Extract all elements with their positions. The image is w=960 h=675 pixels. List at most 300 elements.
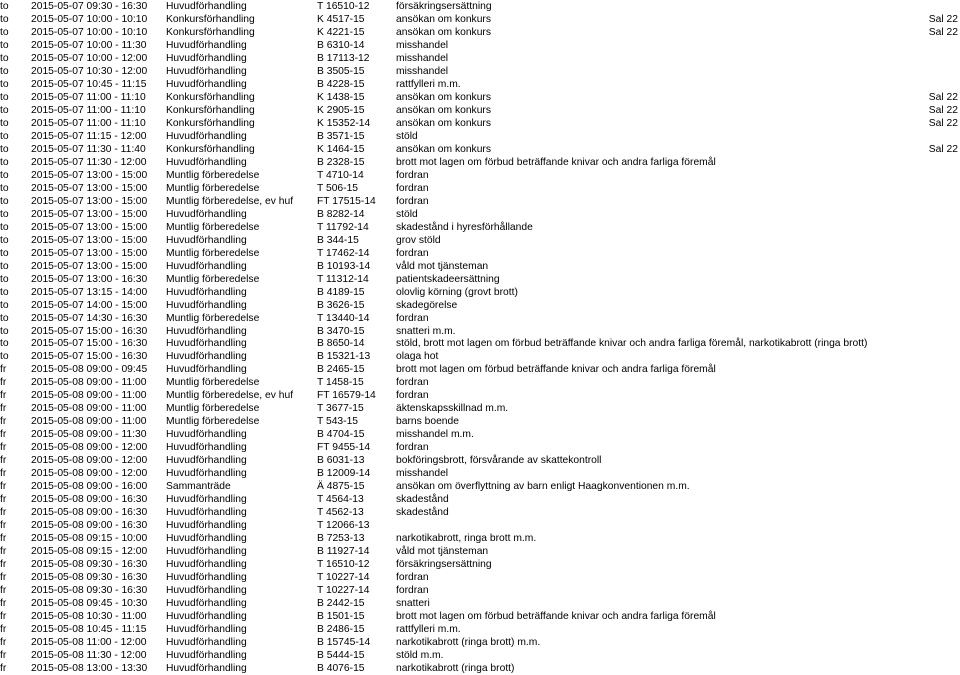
case-number-cell: B 11927-14: [317, 546, 370, 558]
hearing-type-cell: Huvudförhandling: [166, 507, 247, 519]
case-number-cell: B 6310-14: [317, 39, 365, 51]
datetime-cell: 2015-05-08 09:30 - 16:30: [31, 585, 148, 597]
hearing-type-cell: Huvudförhandling: [166, 351, 247, 363]
weekday-cell: fr: [0, 377, 7, 389]
hearing-type-cell: Huvudförhandling: [166, 208, 247, 220]
datetime-cell: 2015-05-07 10:00 - 10:10: [31, 13, 148, 25]
weekday-cell: fr: [0, 533, 7, 545]
schedule-row: [0, 182, 960, 195]
matter-cell: äktenskapsskillnad m.m.: [396, 403, 509, 415]
matter-cell: skadestånd i hyresförhållande: [396, 221, 533, 233]
weekday-cell: to: [0, 286, 9, 298]
weekday-cell: fr: [0, 611, 7, 623]
hearing-type-cell: Huvudförhandling: [166, 429, 247, 441]
datetime-cell: 2015-05-07 13:15 - 14:00: [31, 286, 148, 298]
matter-cell: våld mot tjänsteman: [396, 546, 489, 558]
matter-cell: våld mot tjänsteman: [396, 260, 489, 272]
datetime-cell: 2015-05-07 13:00 - 15:00: [31, 260, 148, 272]
datetime-cell: 2015-05-07 11:15 - 12:00: [31, 130, 147, 142]
weekday-cell: fr: [0, 650, 7, 661]
datetime-cell: 2015-05-08 09:00 - 16:00: [31, 481, 148, 493]
matter-cell: ansökan om konkurs: [396, 26, 492, 38]
case-number-cell: B 4076-15: [317, 662, 365, 674]
schedule-row: [0, 195, 960, 208]
weekday-cell: to: [0, 26, 9, 38]
weekday-cell: to: [0, 312, 9, 324]
hearing-type-cell: Huvudförhandling: [166, 637, 247, 649]
schedule-row: [0, 610, 960, 623]
weekday-cell: to: [0, 117, 9, 129]
case-number-cell: K 15352-14: [317, 117, 371, 129]
case-number-cell: B 1501-15: [317, 611, 365, 623]
case-number-cell: T 11792-14: [317, 221, 369, 233]
case-number-cell: B 4704-15: [317, 429, 365, 441]
case-number-cell: B 6031-13: [317, 455, 365, 467]
matter-cell: stöld: [396, 208, 418, 220]
hearing-type-cell: Konkursförhandling: [166, 143, 255, 155]
schedule-row: [0, 273, 960, 286]
datetime-cell: 2015-05-08 13:00 - 13:30: [31, 662, 148, 674]
schedule-row: [0, 350, 960, 363]
matter-cell: ansökan om konkurs: [396, 117, 492, 129]
datetime-cell: 2015-05-07 15:00 - 16:30: [31, 325, 148, 337]
matter-cell: ansökan om konkurs: [396, 13, 492, 25]
weekday-cell: fr: [0, 468, 7, 480]
weekday-cell: fr: [0, 520, 7, 532]
case-number-cell: T 4564-13: [317, 494, 364, 506]
datetime-cell: 2015-05-08 11:30 - 12:00: [31, 650, 147, 661]
matter-cell: försäkringsersättning: [396, 1, 492, 12]
case-number-cell: K 4221-15: [317, 26, 365, 38]
schedule-row: [0, 558, 960, 571]
hearing-type-cell: Huvudförhandling: [166, 325, 247, 337]
matter-cell: stöld: [396, 130, 418, 142]
schedule-row: [0, 286, 960, 299]
matter-cell: barns boende: [396, 416, 459, 428]
case-number-cell: B 344-15: [317, 234, 359, 246]
datetime-cell: 2015-05-08 09:30 - 16:30: [31, 559, 148, 571]
datetime-cell: 2015-05-07 13:00 - 16:30: [31, 273, 148, 285]
weekday-cell: to: [0, 143, 9, 155]
datetime-cell: 2015-05-08 09:00 - 12:00: [31, 455, 148, 467]
matter-cell: brott mot lagen om förbud beträffande knivar och andra farliga föremål: [396, 364, 716, 376]
case-number-cell: B 15321-13: [317, 351, 371, 363]
schedule-row: [0, 247, 960, 260]
weekday-cell: to: [0, 338, 9, 350]
schedule-row: [0, 519, 960, 532]
weekday-cell: to: [0, 104, 9, 116]
schedule-row: [0, 13, 960, 26]
matter-cell: narkotikabrott (ringa brott): [396, 662, 515, 674]
case-number-cell: T 10227-14: [317, 585, 370, 597]
datetime-cell: 2015-05-07 13:00 - 15:00: [31, 169, 148, 181]
schedule-row: [0, 65, 960, 78]
hearing-type-cell: Huvudförhandling: [166, 65, 247, 77]
weekday-cell: fr: [0, 662, 7, 674]
datetime-cell: 2015-05-07 13:00 - 15:00: [31, 221, 148, 233]
weekday-cell: to: [0, 78, 9, 90]
hearing-type-cell: Huvudförhandling: [166, 546, 247, 558]
schedule-row: [0, 480, 960, 493]
hearing-type-cell: Huvudförhandling: [166, 572, 247, 584]
weekday-cell: to: [0, 351, 9, 363]
datetime-cell: 2015-05-07 10:30 - 12:00: [31, 65, 148, 77]
case-number-cell: B 2442-15: [317, 598, 365, 610]
weekday-cell: to: [0, 156, 9, 168]
schedule-row: [0, 143, 960, 156]
datetime-cell: 2015-05-07 15:00 - 16:30: [31, 351, 148, 363]
schedule-row: [0, 234, 960, 247]
schedule-row: [0, 441, 960, 454]
hearing-type-cell: Muntlig förberedelse: [166, 169, 260, 181]
case-number-cell: B 3626-15: [317, 299, 365, 311]
hearing-type-cell: Huvudförhandling: [166, 1, 247, 12]
matter-cell: brott mot lagen om förbud beträffande knivar och andra farliga föremål: [396, 156, 716, 168]
schedule-row: [0, 532, 960, 545]
datetime-cell: 2015-05-07 11:30 - 12:00: [31, 156, 147, 168]
weekday-cell: to: [0, 52, 9, 64]
schedule-row: [0, 337, 960, 350]
weekday-cell: fr: [0, 416, 7, 428]
weekday-cell: fr: [0, 598, 7, 610]
weekday-cell: fr: [0, 390, 7, 402]
schedule-row: [0, 649, 960, 662]
weekday-cell: to: [0, 260, 9, 272]
case-number-cell: T 506-15: [317, 182, 359, 194]
weekday-cell: to: [0, 221, 9, 233]
schedule-row: [0, 467, 960, 480]
schedule-row: [0, 91, 960, 104]
weekday-cell: to: [0, 169, 9, 181]
case-number-cell: K 2905-15: [317, 104, 365, 116]
hearing-type-cell: Huvudförhandling: [166, 442, 247, 454]
hearing-type-cell: Huvudförhandling: [166, 468, 247, 480]
schedule-row: [0, 363, 960, 376]
matter-cell: fordran: [396, 169, 429, 181]
matter-cell: misshandel m.m.: [396, 429, 474, 441]
courtroom-cell: Sal 22: [928, 143, 958, 155]
matter-cell: stöld m.m.: [396, 650, 444, 661]
case-number-cell: B 8282-14: [317, 208, 365, 220]
datetime-cell: 2015-05-07 11:00 - 11:10: [31, 91, 146, 103]
datetime-cell: 2015-05-07 10:00 - 10:10: [31, 26, 148, 38]
hearing-type-cell: Muntlig förberedelse: [166, 403, 260, 415]
hearing-type-cell: Huvudförhandling: [166, 662, 247, 674]
hearing-type-cell: Muntlig förberedelse: [166, 312, 260, 324]
schedule-row: [0, 506, 960, 519]
hearing-type-cell: Huvudförhandling: [166, 299, 247, 311]
matter-cell: fordran: [396, 585, 429, 597]
case-number-cell: B 17113-12: [317, 52, 370, 64]
matter-cell: olaga hot: [396, 351, 439, 363]
datetime-cell: 2015-05-07 11:00 - 11:10: [31, 104, 146, 116]
case-number-cell: T 17462-14: [317, 247, 370, 259]
schedule-row: [0, 39, 960, 52]
case-number-cell: T 16510-12: [317, 1, 370, 12]
matter-cell: ansökan om konkurs: [396, 91, 492, 103]
weekday-cell: fr: [0, 637, 7, 649]
weekday-cell: fr: [0, 442, 7, 454]
hearing-type-cell: Huvudförhandling: [166, 650, 247, 661]
matter-cell: skadestånd: [396, 494, 449, 506]
hearing-type-cell: Huvudförhandling: [166, 585, 247, 597]
hearing-type-cell: Huvudförhandling: [166, 559, 247, 571]
case-number-cell: K 4517-15: [317, 13, 365, 25]
matter-cell: ansökan om konkurs: [396, 104, 492, 116]
case-number-cell: Ä 4875-15: [317, 481, 365, 493]
matter-cell: narkotikabrott, ringa brott m.m.: [396, 533, 537, 545]
weekday-cell: to: [0, 13, 9, 25]
weekday-cell: fr: [0, 585, 7, 597]
matter-cell: brott mot lagen om förbud beträffande knivar och andra farliga föremål: [396, 611, 716, 623]
schedule-row: [0, 312, 960, 325]
case-number-cell: FT 16579-14: [317, 390, 376, 402]
case-number-cell: B 3571-15: [317, 130, 365, 142]
hearing-type-cell: Huvudförhandling: [166, 130, 247, 142]
case-number-cell: FT 17515-14: [317, 195, 376, 207]
weekday-cell: to: [0, 195, 9, 207]
matter-cell: fordran: [396, 182, 429, 194]
case-number-cell: K 1464-15: [317, 143, 365, 155]
hearing-type-cell: Huvudförhandling: [166, 611, 247, 623]
datetime-cell: 2015-05-08 09:00 - 11:00: [31, 390, 147, 402]
hearing-type-cell: Huvudförhandling: [166, 338, 247, 350]
hearing-type-cell: Huvudförhandling: [166, 533, 247, 545]
schedule-row: [0, 130, 960, 143]
datetime-cell: 2015-05-08 09:00 - 11:00: [31, 403, 147, 415]
weekday-cell: to: [0, 39, 9, 51]
matter-cell: fordran: [396, 247, 429, 259]
courtroom-cell: Sal 22: [928, 13, 958, 25]
schedule-row: [0, 52, 960, 65]
matter-cell: fordran: [396, 195, 429, 207]
hearing-type-cell: Muntlig förberedelse: [166, 416, 260, 428]
hearing-type-cell: Huvudförhandling: [166, 364, 247, 376]
schedule-row: [0, 571, 960, 584]
hearing-type-cell: Huvudförhandling: [166, 624, 247, 636]
case-number-cell: T 3677-15: [317, 403, 364, 415]
schedule-row: [0, 117, 960, 130]
case-number-cell: B 2465-15: [317, 364, 365, 376]
case-number-cell: B 8650-14: [317, 338, 365, 350]
schedule-row: [0, 0, 960, 13]
matter-cell: snatteri: [396, 598, 430, 610]
weekday-cell: fr: [0, 494, 7, 506]
hearing-type-cell: Huvudförhandling: [166, 234, 247, 246]
schedule-row: [0, 389, 960, 402]
weekday-cell: to: [0, 299, 9, 311]
hearing-type-cell: Huvudförhandling: [166, 78, 247, 90]
schedule-row: [0, 260, 960, 273]
matter-cell: stöld, brott mot lagen om förbud beträffande knivar och andra farliga föremål, narkotikabrott (ringa brott): [396, 338, 868, 350]
hearing-type-cell: Konkursförhandling: [166, 26, 255, 38]
hearing-type-cell: Huvudförhandling: [166, 598, 247, 610]
case-number-cell: B 10193-14: [317, 260, 371, 272]
hearing-type-cell: Huvudförhandling: [166, 286, 247, 298]
weekday-cell: to: [0, 273, 9, 285]
schedule-row: [0, 415, 960, 428]
weekday-cell: to: [0, 91, 9, 103]
schedule-row: [0, 376, 960, 389]
case-number-cell: T 4562-13: [317, 507, 364, 519]
schedule-row: [0, 597, 960, 610]
case-number-cell: B 4189-15: [317, 286, 365, 298]
datetime-cell: 2015-05-08 09:00 - 11:00: [31, 377, 147, 389]
case-number-cell: B 3470-15: [317, 325, 365, 337]
hearing-type-cell: Konkursförhandling: [166, 117, 255, 129]
schedule-row: [0, 208, 960, 221]
hearing-type-cell: Huvudförhandling: [166, 520, 247, 532]
datetime-cell: 2015-05-08 10:45 - 11:15: [31, 624, 147, 636]
datetime-cell: 2015-05-08 09:00 - 16:30: [31, 520, 148, 532]
datetime-cell: 2015-05-07 10:45 - 11:15: [31, 78, 147, 90]
hearing-type-cell: Huvudförhandling: [166, 156, 247, 168]
datetime-cell: 2015-05-08 09:00 - 11:00: [31, 416, 147, 428]
case-number-cell: B 7253-13: [317, 533, 365, 545]
datetime-cell: 2015-05-07 11:00 - 11:10: [31, 117, 146, 129]
datetime-cell: 2015-05-07 14:30 - 16:30: [31, 312, 148, 324]
courtroom-cell: Sal 22: [928, 117, 958, 129]
courtroom-cell: Sal 22: [928, 104, 958, 116]
matter-cell: ansökan om överflyttning av barn enligt Haagkonventionen m.m.: [396, 481, 690, 493]
weekday-cell: fr: [0, 572, 7, 584]
case-number-cell: T 10227-14: [317, 572, 370, 584]
matter-cell: misshandel: [396, 39, 449, 51]
schedule-row: [0, 662, 960, 675]
weekday-cell: to: [0, 325, 9, 337]
hearing-type-cell: Konkursförhandling: [166, 91, 255, 103]
matter-cell: skadestånd: [396, 507, 449, 519]
matter-cell: grov stöld: [396, 234, 441, 246]
datetime-cell: 2015-05-08 09:15 - 10:00: [31, 533, 148, 545]
schedule-row: [0, 584, 960, 597]
weekday-cell: fr: [0, 364, 7, 376]
matter-cell: fordran: [396, 377, 429, 389]
weekday-cell: fr: [0, 429, 7, 441]
schedule-row: [0, 454, 960, 467]
schedule-row: [0, 156, 960, 169]
hearing-type-cell: Muntlig förberedelse: [166, 247, 260, 259]
schedule-row: [0, 104, 960, 117]
schedule-row: [0, 545, 960, 558]
matter-cell: skadegörelse: [396, 299, 458, 311]
datetime-cell: 2015-05-07 13:00 - 15:00: [31, 182, 148, 194]
datetime-cell: 2015-05-08 09:30 - 16:30: [31, 572, 148, 584]
schedule-row: [0, 623, 960, 636]
weekday-cell: to: [0, 65, 9, 77]
hearing-type-cell: Muntlig förberedelse: [166, 221, 260, 233]
hearing-type-cell: Konkursförhandling: [166, 104, 255, 116]
weekday-cell: to: [0, 182, 9, 194]
matter-cell: fordran: [396, 312, 429, 324]
schedule-row: [0, 402, 960, 415]
matter-cell: fordran: [396, 442, 429, 454]
datetime-cell: 2015-05-07 10:00 - 12:00: [31, 52, 148, 64]
hearing-type-cell: Muntlig förberedelse: [166, 182, 260, 194]
case-number-cell: B 3505-15: [317, 65, 365, 77]
weekday-cell: to: [0, 247, 9, 259]
case-number-cell: B 4228-15: [317, 78, 365, 90]
hearing-type-cell: Sammanträde: [166, 481, 231, 493]
case-number-cell: T 12066-13: [317, 520, 370, 532]
hearing-type-cell: Huvudförhandling: [166, 494, 247, 506]
datetime-cell: 2015-05-08 09:00 - 12:00: [31, 442, 148, 454]
schedule-row: [0, 299, 960, 312]
case-number-cell: B 2486-15: [317, 624, 365, 636]
datetime-cell: 2015-05-08 09:00 - 16:30: [31, 507, 148, 519]
weekday-cell: fr: [0, 546, 7, 558]
weekday-cell: fr: [0, 403, 7, 415]
datetime-cell: 2015-05-08 09:45 - 10:30: [31, 598, 148, 610]
case-number-cell: T 4710-14: [317, 169, 364, 181]
datetime-cell: 2015-05-08 09:00 - 11:30: [31, 429, 147, 441]
datetime-cell: 2015-05-08 09:00 - 09:45: [31, 364, 148, 376]
datetime-cell: 2015-05-07 11:30 - 11:40: [31, 143, 146, 155]
matter-cell: snatteri m.m.: [396, 325, 456, 337]
datetime-cell: 2015-05-08 11:00 - 12:00: [31, 637, 147, 649]
datetime-cell: 2015-05-07 10:00 - 11:30: [31, 39, 147, 51]
weekday-cell: to: [0, 130, 9, 142]
weekday-cell: to: [0, 1, 9, 12]
datetime-cell: 2015-05-08 09:15 - 12:00: [31, 546, 148, 558]
matter-cell: patientskadeersättning: [396, 273, 500, 285]
matter-cell: misshandel: [396, 52, 449, 64]
case-number-cell: T 11312-14: [317, 273, 369, 285]
hearing-type-cell: Muntlig förberedelse, ev huf: [166, 195, 294, 207]
weekday-cell: fr: [0, 481, 7, 493]
weekday-cell: fr: [0, 624, 7, 636]
case-number-cell: FT 9455-14: [317, 442, 371, 454]
matter-cell: rattfylleri m.m.: [396, 78, 461, 90]
weekday-cell: fr: [0, 455, 7, 467]
case-number-cell: T 13440-14: [317, 312, 370, 324]
matter-cell: misshandel: [396, 468, 449, 480]
case-number-cell: K 1438-15: [317, 91, 365, 103]
datetime-cell: 2015-05-07 13:00 - 15:00: [31, 234, 148, 246]
datetime-cell: 2015-05-07 13:00 - 15:00: [31, 208, 148, 220]
datetime-cell: 2015-05-07 09:30 - 16:30: [31, 1, 148, 12]
hearing-type-cell: Huvudförhandling: [166, 260, 247, 272]
case-number-cell: T 543-15: [317, 416, 359, 428]
matter-cell: fordran: [396, 572, 429, 584]
datetime-cell: 2015-05-08 10:30 - 11:00: [31, 611, 147, 623]
schedule-row: [0, 221, 960, 234]
courtroom-cell: Sal 22: [928, 91, 958, 103]
schedule-row: [0, 428, 960, 441]
hearing-type-cell: Muntlig förberedelse, ev huf: [166, 390, 294, 402]
matter-cell: narkotikabrott (ringa brott) m.m.: [396, 637, 541, 649]
schedule-row: [0, 169, 960, 182]
matter-cell: försäkringsersättning: [396, 559, 492, 571]
matter-cell: ansökan om konkurs: [396, 143, 492, 155]
schedule-row: [0, 493, 960, 506]
datetime-cell: 2015-05-08 09:00 - 12:00: [31, 468, 148, 480]
weekday-cell: to: [0, 234, 9, 246]
schedule-row: [0, 78, 960, 91]
case-number-cell: T 1458-15: [317, 377, 364, 389]
weekday-cell: fr: [0, 507, 7, 519]
weekday-cell: to: [0, 208, 9, 220]
case-number-cell: B 5444-15: [317, 650, 365, 661]
hearing-type-cell: Huvudförhandling: [166, 39, 247, 51]
matter-cell: fordran: [396, 390, 429, 402]
datetime-cell: 2015-05-07 13:00 - 15:00: [31, 247, 148, 259]
hearing-type-cell: Muntlig förberedelse: [166, 273, 260, 285]
datetime-cell: 2015-05-08 09:00 - 16:30: [31, 494, 148, 506]
case-number-cell: B 15745-14: [317, 637, 371, 649]
datetime-cell: 2015-05-07 15:00 - 16:30: [31, 338, 148, 350]
case-number-cell: B 12009-14: [317, 468, 371, 480]
